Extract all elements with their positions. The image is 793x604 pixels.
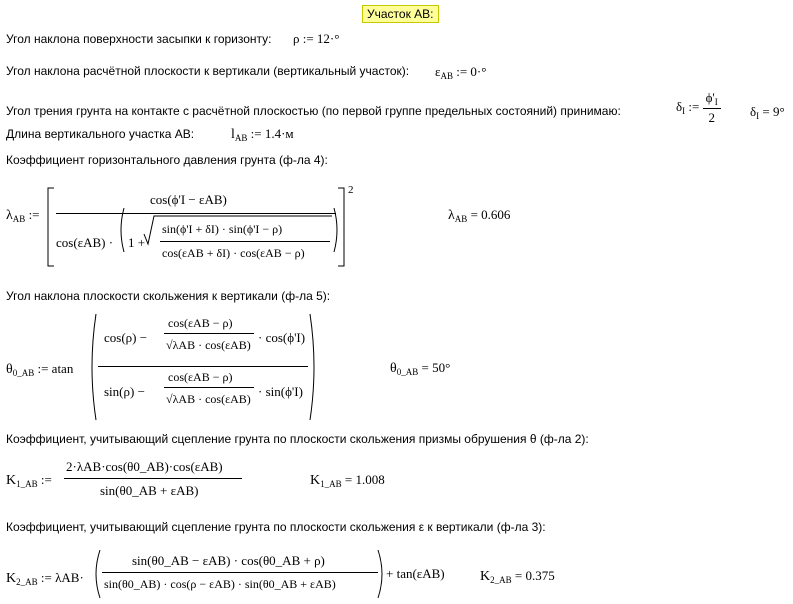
theta-num-d: · cos(ϕ'I) [258, 330, 306, 345]
k2-denominator: sin(θ0_AB) · cos(ρ − εAB) · sin(θ0_AB + εAB) [104, 577, 336, 591]
length-label: Длина вертикального участка АВ: [6, 127, 195, 141]
theta-num-a: cos(ρ) − [104, 330, 148, 345]
theta-den-c: √λAB · cos(εAB) [166, 392, 251, 406]
rho-label: Угол наклона поверхности засыпки к горизонту: [6, 32, 272, 46]
k1-result: $K_{1\_AB} = 1.008$ [310, 472, 385, 489]
theta-fraction-bar [98, 366, 308, 367]
k1-numerator: 2·λAB·cos(θ0_AB)·cos(εAB) [66, 459, 223, 474]
lambda-lhs: $\lambda_{AB}$ := [6, 207, 40, 224]
theta-lhs: $\theta_{0\_AB}$ := atan [6, 361, 74, 378]
delta-label: Угол трения грунта на контакте с расчётной плоскостью (по первой группе предельных состояний) принимаю: [6, 104, 621, 118]
coef-label: Коэффициент горизонтального давления грунта (ф-ла 4): [6, 153, 328, 167]
delta-expression: $\delta_I$ := $\frac{\phi'_I}{2}$ [676, 90, 721, 126]
theta-den-d: · sin(ϕ'I) [258, 384, 303, 399]
eps-label: Угол наклона расчётной плоскости к вертикали (вертикальный участок): [6, 64, 410, 78]
k2-tail: + tan(εAB) [386, 566, 445, 581]
delta-result: $\delta_I = 9^\circ$ [750, 104, 785, 121]
k2-fraction-bar [102, 572, 378, 573]
lambda-root-bar [160, 241, 330, 242]
theta-den-a: sin(ρ) − [104, 384, 145, 399]
lambda-fraction-bar [56, 213, 336, 214]
lambda-den-one: 1 + [128, 235, 146, 250]
lambda-power: 2 [348, 184, 354, 196]
lambda-root-numerator: sin(ϕ'I + δI) · sin(ϕ'I − ρ) [162, 222, 283, 236]
k2-label: Коэффициент, учитывающий сцепление грунта по плоскости скольжения ε к вертикали (ф-ла 3): [6, 520, 546, 534]
length-expression: $l_{AB}$ := 1.4·м [231, 126, 294, 143]
theta-den-inner-bar [164, 387, 254, 388]
k1-lhs: $K_{1\_AB}$ := [6, 472, 52, 489]
k1-fraction-bar [64, 478, 242, 479]
theta-num-c: √λAB · cos(εAB) [166, 338, 251, 352]
theta-num-b: cos(εAB − ρ) [168, 316, 233, 330]
theta-num-inner-bar [164, 333, 254, 334]
section-title: Участок АВ: [362, 5, 439, 23]
slip-label: Угол наклона плоскости скольжения к вертикали (ф-ла 5): [6, 289, 331, 303]
lambda-numerator: cos(ϕ'I − εAB) [150, 192, 227, 207]
k1-label: Коэффициент, учитывающий сцепление грунта по плоскости скольжения призмы обрушения θ (ф-ла 2): [6, 432, 589, 446]
theta-result: $\theta_{0\_AB} = 50^\circ$ [390, 360, 451, 377]
lambda-root-denominator: cos(εAB + δI) · cos(εAB − ρ) [162, 246, 305, 260]
eps-expression: $\varepsilon_{AB}$ := 0·° [435, 64, 487, 81]
rho-expression: ρ := 12·° [293, 31, 340, 46]
lambda-den-cos: cos(εAB) · [56, 235, 114, 250]
k2-lhs: $K_{2\_AB}$ := λAB· [6, 570, 84, 587]
k2-result: $K_{2\_AB} = 0.375$ [480, 568, 555, 585]
lambda-result: $\lambda_{AB} = 0.606$ [448, 207, 511, 224]
k2-numerator: sin(θ0_AB − εAB) · cos(θ0_AB + ρ) [132, 553, 325, 568]
theta-den-b: cos(εAB − ρ) [168, 370, 233, 384]
k1-denominator: sin(θ0_AB + εAB) [100, 483, 199, 498]
